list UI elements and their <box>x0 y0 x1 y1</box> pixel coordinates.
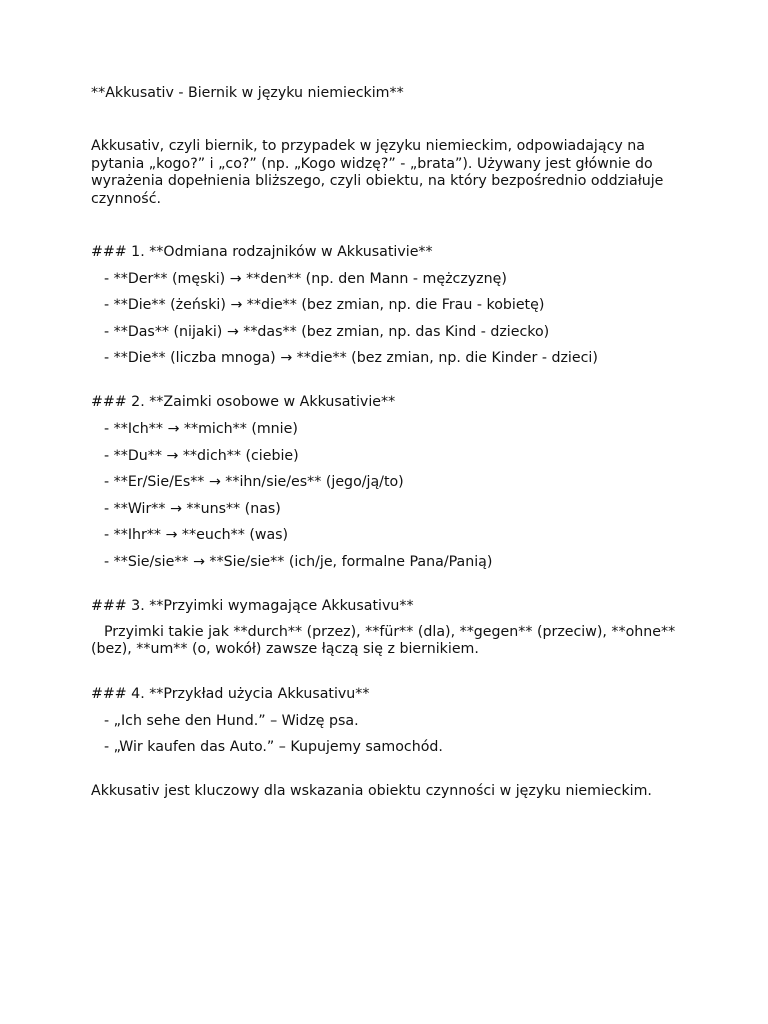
list-item: - **Ich** → **mich** (mnie) <box>104 420 298 437</box>
prepositions-paragraph: Przyimki takie jak **durch** (przez), **für** (dla), **gegen** (przeciw), **ohne** (bez), **um** (o, wokół) zawsze łączą się z biernikiem. <box>91 623 676 658</box>
list-item: - **Er/Sie/Es** → **ihn/sie/es** (jego/ją/to) <box>104 474 404 491</box>
list-item: - **Das** (nijaki) → **das** (bez zmian, np. das Kind - dziecko) <box>104 323 550 340</box>
section-heading: ### 4. **Przykład użycia Akkusativu** <box>91 685 370 702</box>
list-item: - **Der** (męski) → **den** (np. den Mann - mężczyznę) <box>104 270 507 287</box>
document-title: **Akkusativ - Biernik w języku niemieckim** <box>91 85 404 101</box>
section-heading: ### 2. **Zaimki osobowe w Akkusativie** <box>91 394 396 411</box>
document-page <box>91 85 691 800</box>
list-item: - **Sie/sie** → **Sie/sie** (ich/je, formalne Pana/Panią) <box>104 553 493 570</box>
section-articles <box>91 244 691 367</box>
list-item: - **Die** (liczba mnoga) → **die** (bez zmian, np. die Kinder - dzieci) <box>104 350 598 367</box>
conclusion-paragraph: Akkusativ jest kluczowy dla wskazania obiektu czynności w języku niemieckim. <box>91 783 652 800</box>
list-item: - **Die** (żeński) → **die** (bez zmian, np. die Frau - kobietę) <box>104 297 545 314</box>
list-item: - „Ich sehe den Hund.” – Widzę psa. <box>104 712 359 729</box>
section-pronouns <box>91 394 691 571</box>
list-item: - „Wir kaufen das Auto.” – Kupujemy samochód. <box>104 739 443 756</box>
section-heading: ### 3. **Przyimki wymagające Akkusativu** <box>91 597 414 614</box>
list-item: - **Du** → **dich** (ciebie) <box>104 447 299 464</box>
section-examples <box>91 686 691 756</box>
intro-paragraph: Akkusativ, czyli biernik, to przypadek w języku niemieckim, odpowiadający na pytania „kogo?” i „co?” (np. „Kogo widzę?” - „brata”). Używany jest głównie do wyrażenia dopełnienia bliższego, czyli obiektu, na który bezpośrednio oddziałuje czynność. <box>91 138 664 207</box>
section-prepositions <box>91 598 691 659</box>
list-item: - **Wir** → **uns** (nas) <box>104 500 281 517</box>
section-heading: ### 1. **Odmiana rodzajników w Akkusativie** <box>91 244 433 260</box>
list-item: - **Ihr** → **euch** (was) <box>104 527 289 544</box>
